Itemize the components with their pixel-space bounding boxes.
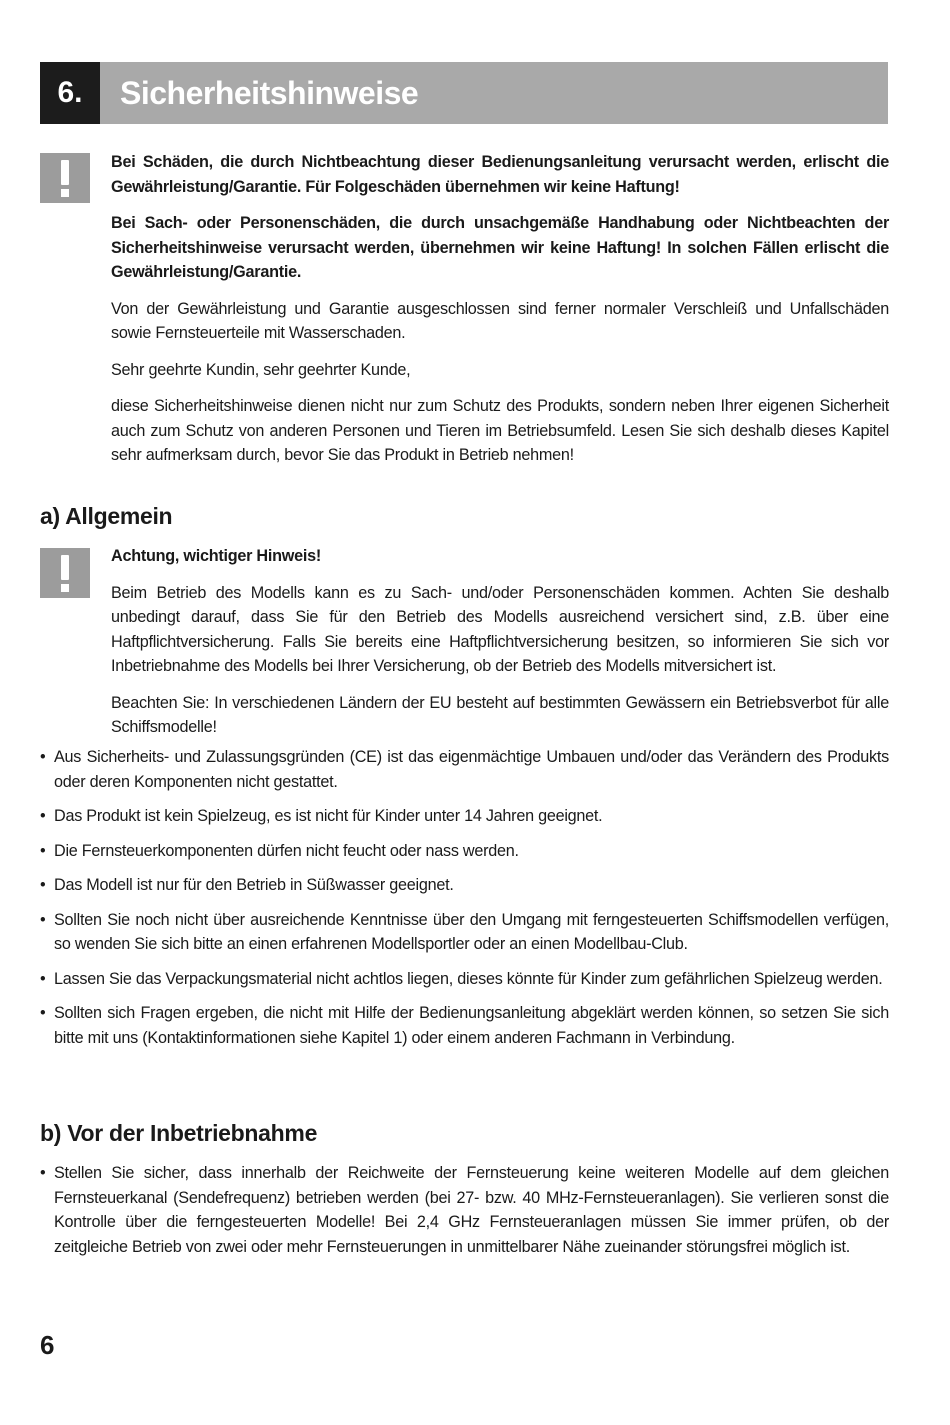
exclamation-icon (40, 548, 90, 598)
chapter-number: 6. (40, 62, 100, 124)
section-b-bullet-list (40, 1161, 889, 1269)
bullet-icon: • (40, 1164, 46, 1182)
page-number: 6 (40, 1330, 55, 1360)
chapter-title: Sicherheitshinweise (120, 75, 419, 111)
notice-paragraph: Beachten Sie: In verschiedenen Ländern der EU besteht auf bestimmten Gewässern ein Betriebsverbot für alle Schiffsmodelle! (111, 693, 889, 736)
list-item: • Sollten sich Fragen ergeben, die nicht mit Hilfe der Bedienungsanleitung abgeklärt werden können, so setzen Sie sich bitte mit uns (Kontaktinformationen siehe Kapitel 1) oder einem anderen Fachmann in Verbindung. (40, 1001, 889, 1050)
exclamation-icon (40, 153, 90, 203)
intro-paragraph: Von der Gewährleistung und Garantie ausgeschlossen sind ferner normaler Verschleiß und Unfallschäden sowie Fernsteuerteile mit Wasserschaden. (111, 299, 889, 342)
bullet-icon: • (40, 969, 46, 988)
list-item: • Aus Sicherheits- und Zulassungsgründen (CE) ist das eigenmächtige Umbauen und/oder das Verändern des Produkts oder deren Komponenten nicht gestattet. (40, 745, 889, 794)
list-item: • Die Fernsteuerkomponenten dürfen nicht feucht oder nass werden. (40, 839, 889, 864)
bullet-icon: • (40, 807, 46, 825)
bullet-icon: • (40, 910, 46, 929)
intro-paragraph: diese Sicherheitshinweise dienen nicht nur zum Schutz des Produkts, sondern neben Ihrer eigenen Sicherheit auch zum Schutz von anderen Personen und Tieren im Betriebsumfeld. Lesen Sie sich deshalb dieses Kapitel sehr aufmerksam durch, bevor Sie das Produkt in Betrieb nehmen! (111, 397, 889, 464)
notice-block (111, 544, 889, 752)
list-item: • Sollten Sie noch nicht über ausreichende Kenntnisse über den Umgang mit ferngesteuerten Schiffsmodellen verfügen, so wenden Sie sich bitte an einen erfahrenen Modellsportler oder an einen Modellbau-Club. (40, 908, 889, 957)
section-a-bullet-list (40, 745, 889, 1060)
bullet-icon: • (40, 748, 46, 766)
list-item: • Das Modell ist nur für den Betrieb in Süßwasser geeignet. (40, 873, 889, 898)
notice-heading: Achtung, wichtiger Hinweis! (111, 547, 321, 565)
intro-paragraph: Bei Schäden, die durch Nichtbeachtung dieser Bedienungsanleitung verursacht werden, erlischt die Gewährleistung/Garantie. Für Folgeschäden übernehmen wir keine Haftung! (111, 153, 889, 196)
chapter-header (40, 62, 888, 124)
list-item: • Das Produkt ist kein Spielzeug, es ist nicht für Kinder unter 14 Jahren geeignet. (40, 804, 889, 829)
list-item: • Stellen Sie sicher, dass innerhalb der Reichweite der Fernsteuerung keine weiteren Modelle auf dem gleichen Fernsteuerkanal (Sendefrequenz) betrieben werden (bei 27- bzw. 40 MHz-Fernsteueranlagen). Sie verlieren sonst die Kontrolle über die ferngesteuerten Modelle! Bei 2,4 GHz Fernsteueranlagen müssen Sie immer prüfen, ob der zeitgleiche Betrieb von zwei oder mehr Fernsteuerungen in unmittelbarer Nähe zueinander störungsfrei möglich ist. (40, 1161, 889, 1259)
bullet-icon: • (40, 876, 46, 894)
list-item: • Lassen Sie das Verpackungsmaterial nicht achtlos liegen, dieses könnte für Kinder zum gefährlichen Spielzeug werden. (40, 967, 889, 992)
bullet-icon: • (40, 841, 46, 860)
intro-block (111, 150, 889, 480)
notice-paragraph: Beim Betrieb des Modells kann es zu Sach- und/oder Personenschäden kommen. Achten Sie deshalb unbedingt darauf, dass Sie für den Betrieb des Modells ausreichend versichert sind, z.B. über eine Haftpflichtversicherung. Falls Sie bereits eine Haftpflichtversicherung besitzen, so informieren Sie sich vor Inbetriebnahme des Modells bei Ihrer Versicherung, ob der Betrieb des Modells mitversichert ist. (111, 583, 889, 675)
section-a-title: a) Allgemein (40, 503, 173, 529)
intro-paragraph: Bei Sach- oder Personenschäden, die durch unsachgemäße Handhabung oder Nichtbeachten der Sicherheitshinweise verursacht werden, übernehmen wir keine Haftung! In solchen Fällen erlischt die Gewährleistung/Garantie. (111, 214, 889, 281)
intro-paragraph: Sehr geehrte Kundin, sehr geehrter Kunde, (111, 360, 411, 379)
bullet-icon: • (40, 1004, 46, 1022)
section-b-title: b) Vor der Inbetriebnahme (40, 1120, 318, 1146)
